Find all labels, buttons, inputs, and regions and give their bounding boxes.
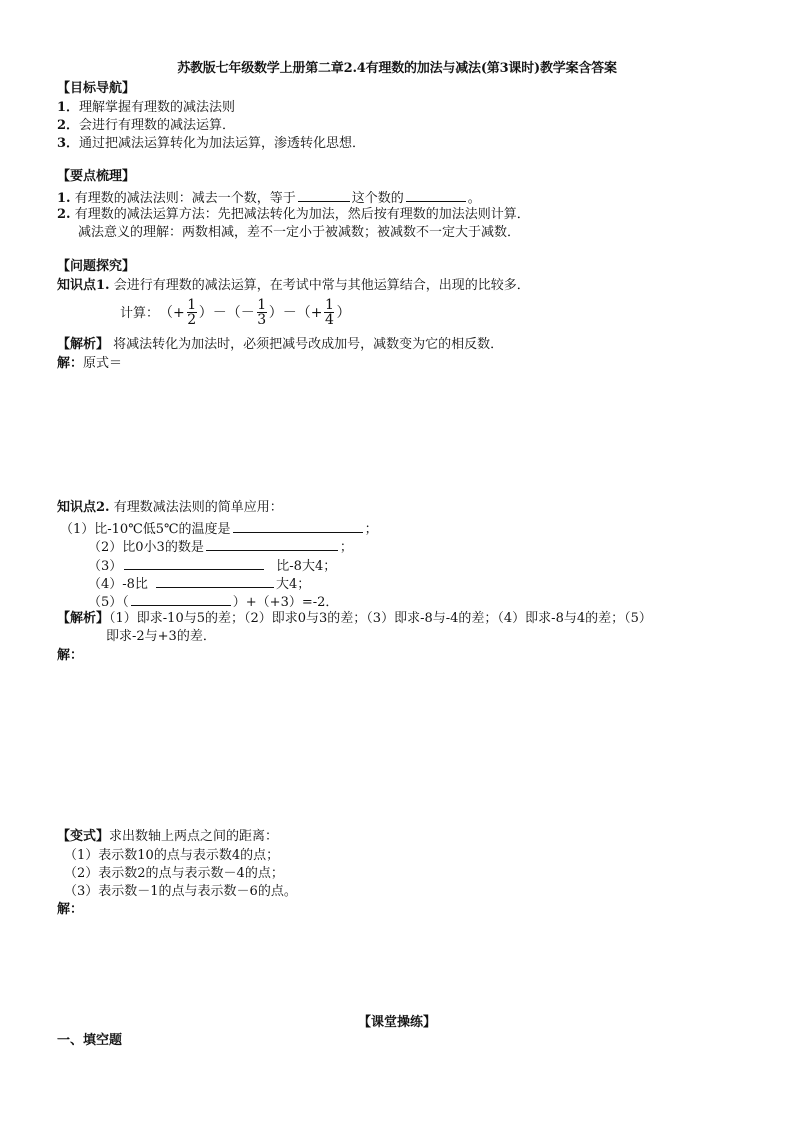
answer-blank[interactable] (124, 557, 264, 570)
goal-item-1-num: 1． (57, 100, 80, 115)
calc-paren-1-open: （+ (159, 305, 185, 321)
kp2-question-5-end: ）+（+3）=-2． (232, 595, 339, 610)
kp2-question-1 (60, 520, 378, 536)
goal-item-3-text: 通过把减法运算转化为加法运算，渗透转化思想． (79, 136, 366, 151)
calc-operator-2: －（+ (282, 305, 323, 321)
variant-item-2: （2）表示数2的点与表示数－4的点； (64, 866, 284, 881)
variant-text: 求出数轴上两点之间的距离： (109, 829, 279, 844)
kp2-line (57, 501, 283, 514)
fraction-1-denominator: 2 (187, 312, 197, 328)
kp2-question-3-text: （3） (88, 559, 123, 574)
points-item-1 (57, 189, 481, 205)
calc-paren-2-close: ） (268, 305, 283, 321)
goal-item-3 (57, 137, 365, 150)
fraction-1-numerator: 1 (187, 297, 197, 313)
fraction-3-denominator: 4 (325, 312, 334, 328)
goal-item-2-num: 2． (57, 118, 80, 133)
calc-operator-1: －（－ (212, 305, 255, 321)
calc-paren-1-close: ） (198, 305, 213, 321)
answer-blank[interactable] (233, 520, 363, 533)
practice-subheading: 一、填空题 (57, 1033, 123, 1048)
kp1-line (57, 279, 530, 292)
calc-label: 计算： (120, 305, 160, 321)
solution-text: 原式＝ (83, 356, 123, 371)
answer-blank[interactable] (406, 189, 466, 202)
kp2-label: 知识点2. (57, 500, 110, 515)
fraction-2-numerator: 1 (257, 297, 267, 313)
kp2-question-5-text: （5）（ (88, 595, 129, 610)
points-heading: 【要点梳理】 (57, 169, 136, 184)
kp1-label: 知识点1. (57, 278, 110, 293)
kp2-text: 有理数减法法则的简单应用： (109, 500, 283, 515)
analysis-label: 【解析】 (57, 337, 110, 352)
kp2-question-4 (88, 575, 310, 591)
kp2-question-2-text: （2）比0小3的数是 (88, 540, 204, 555)
variant-label: 【变式】 (57, 829, 110, 844)
points-item-2 (57, 208, 530, 221)
points-item-3-text: 减法意义的理解：两数相减，差不一定小于被减数；被减数不一定大于减数． (78, 225, 521, 240)
goal-item-2-text: 会进行有理数的减法运算． (79, 118, 236, 133)
calc-expression (120, 294, 350, 332)
calc-paren-3-close: ） (336, 305, 351, 321)
fraction-3 (324, 298, 334, 328)
kp2-question-3-end: 比-8大4； (276, 559, 337, 574)
fraction-2-denominator: 3 (257, 312, 267, 328)
kp2-analysis-line-2: 即求-2与+3的差． (106, 629, 216, 644)
kp2-question-1-text: （1）比-10℃低5℃的温度是 (60, 522, 231, 537)
variant-item-3: （3）表示数－1的点与表示数－6的点。 (64, 884, 297, 899)
kp2-question-1-end: ； (364, 522, 378, 537)
answer-blank[interactable] (131, 593, 231, 606)
fraction-3-numerator: 1 (325, 297, 334, 313)
points-item-1-text-a: 有理数的减法法则：减去一个数，等于 (70, 191, 296, 206)
kp1-analysis (57, 338, 503, 351)
variant-solution-label: 解： (57, 902, 84, 917)
answer-blank[interactable] (206, 538, 338, 551)
fraction-1 (187, 298, 197, 328)
goal-item-3-num: 3． (57, 136, 80, 151)
goal-heading: 【目标导航】 (57, 81, 136, 96)
goal-item-2 (57, 119, 235, 132)
kp2-question-2 (88, 538, 353, 554)
kp2-solution-label: 解： (57, 648, 84, 663)
goal-item-1-text: 理解掌握有理数的减法法则 (79, 100, 236, 115)
analysis-label: 【解析】 (57, 611, 110, 626)
kp2-question-4-end: 大4； (275, 577, 311, 592)
kp1-solution (57, 357, 122, 370)
answer-blank[interactable] (298, 189, 350, 202)
practice-heading: 【课堂操练】 (357, 1015, 436, 1030)
fraction-2 (257, 298, 267, 328)
solution-label: 解： (57, 356, 84, 371)
document-title: 苏教版七年级数学上册第二章2.4有理数的加法与减法(第3课时)教学案含答案 (177, 61, 617, 76)
kp2-question-2-end: ； (339, 540, 353, 555)
analysis-text: 将减法转化为加法时，必须把减号改成加号，减数变为它的相反数． (109, 337, 504, 352)
points-item-1-text-b: 这个数的 (351, 191, 404, 206)
answer-blank[interactable] (156, 575, 274, 588)
kp2-question-3 (88, 557, 336, 573)
inquiry-heading: 【问题探究】 (57, 259, 136, 274)
kp1-text: 会进行有理数的减法运算，在考试中常与其他运算结合，出现的比较多． (109, 278, 530, 293)
goal-item-1 (57, 101, 235, 114)
points-item-1-num: 1. (57, 191, 71, 206)
kp2-question-4-text: （4）-8比 (88, 577, 148, 592)
points-item-2-num: 2. (57, 207, 71, 222)
points-item-1-text-c: 。 (467, 191, 481, 206)
points-item-2-text: 有理数的减法运算方法：先把减法转化为加法，然后按有理数的加法法则计算． (70, 207, 530, 222)
kp2-analysis-line-1 (57, 612, 652, 625)
variant-item-1: （1）表示数10的点与表示数4的点； (64, 848, 280, 863)
kp2-question-5 (88, 593, 338, 609)
variant-line (57, 830, 278, 843)
analysis-text: （1）即求-10与5的差；（2）即求0与3的差；（3）即求-8与-4的差；（4）即求-8与4的差；（5） (109, 611, 652, 626)
